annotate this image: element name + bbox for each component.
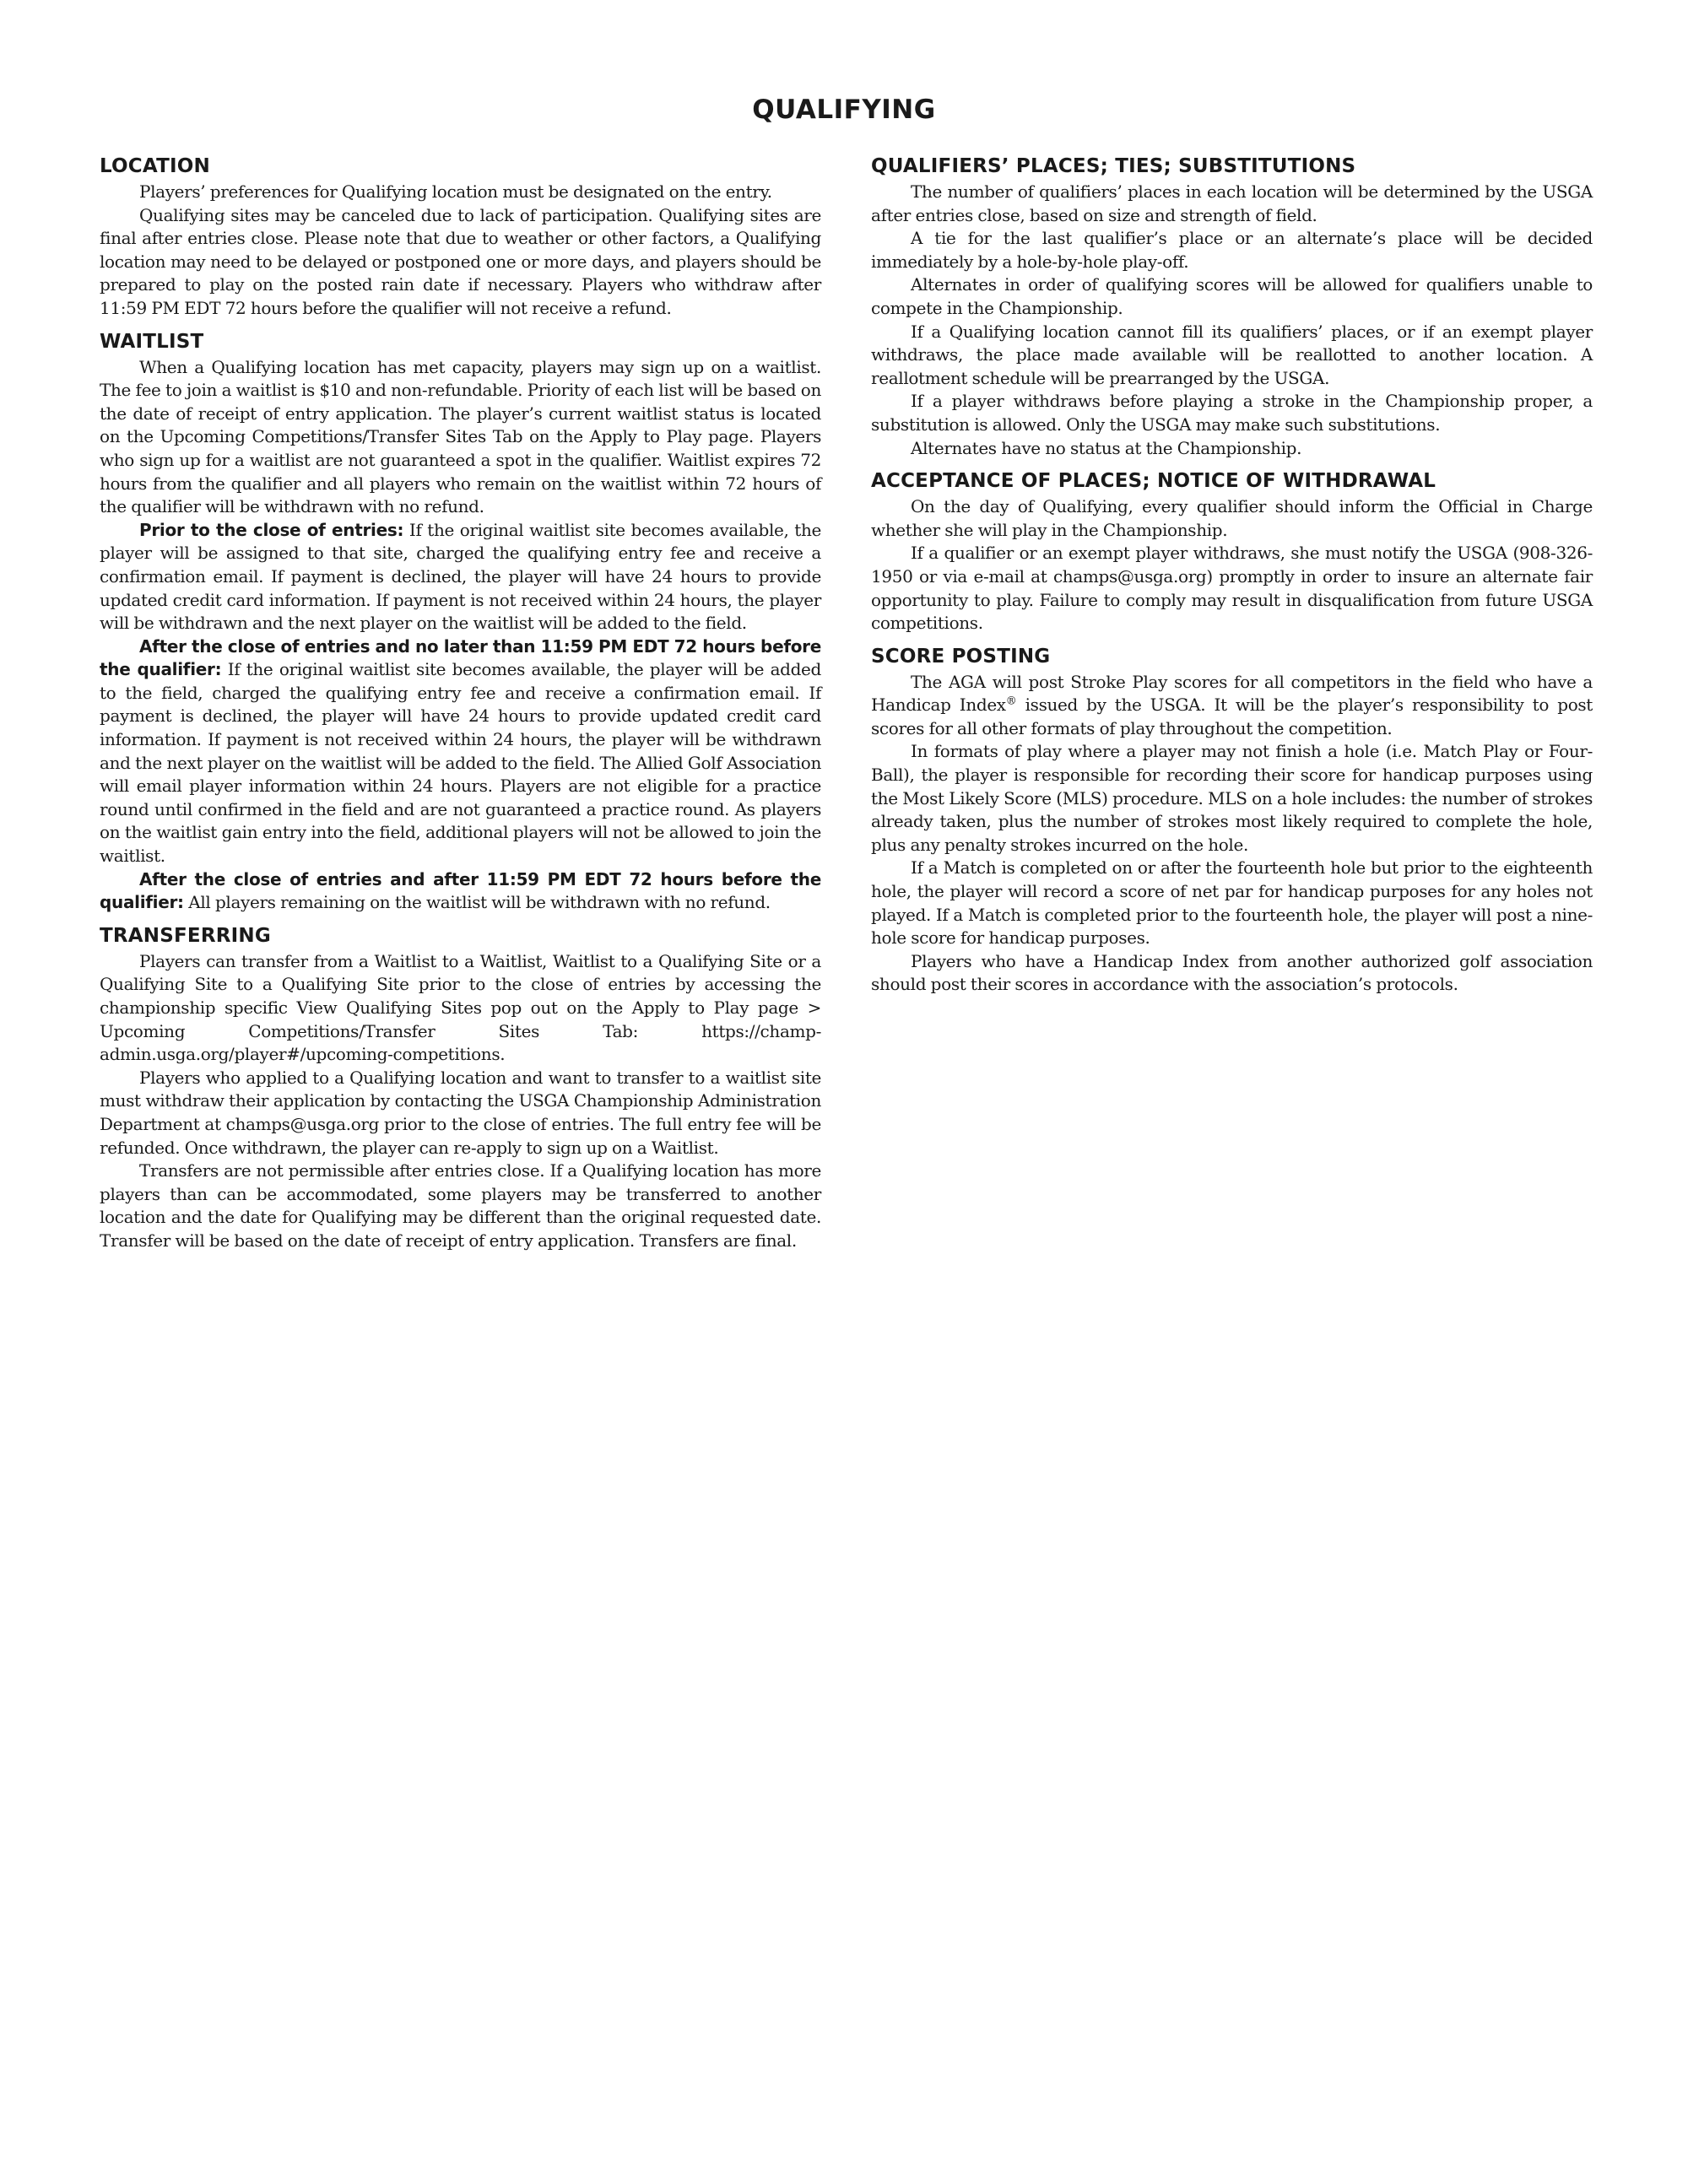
paragraph: If a player withdraws before playing a stroke in the Championship proper, a substitution is allowed. Only the USGA may make such substitutions. [871,391,1593,435]
paragraph: Players’ preferences for Qualifying location must be designated on the entry. [139,181,772,202]
paragraph: The AGA will post Stroke Play scores for all competitors in the field who have a Handicap Index® issued by the USGA. It will be the player’s responsibility to post scores for all other formats of play throughout the competition. [871,671,1593,738]
section-heading: TRANSFERRING [100,924,271,947]
paragraph: On the day of Qualifying, every qualifier should inform the Official in Charge whether she will play in the Championship. [871,496,1593,540]
paragraph: Players who have a Handicap Index from another authorized golf association should post their scores in accordance with the association’s protocols. [871,950,1593,995]
section-location [100,154,821,321]
section-qualifiers-places [871,154,1593,460]
paragraph: The number of qualifiers’ places in each location will be determined by the USGA after entries close, based on size and strength of field. [871,181,1593,225]
paragraph: Players can transfer from a Waitlist to a Waitlist, Waitlist to a Qualifying Site or a Qualifying Site to a Qualifying Site prior to the close of entries by accessing the championship specific View Qualifying Sites pop out on the Apply to Play page > Upcoming Competitions/Transfer Sites Tab: https://champ-admin.usga.org/player#/upcoming-competitions. [100,950,821,1065]
section-acceptance-of-places [871,468,1593,635]
section-heading: ACCEPTANCE OF PLACES; NOTICE OF WITHDRAWAL [871,470,1436,493]
paragraph-lead: After the close of entries and after 11:59 PM EDT 72 hours before the qualifier: [100,868,821,913]
paragraph: After the close of entries and after 11:59 PM EDT 72 hours before the qualifier: All players remaining on the waitlist will be withdrawn with no refund. [100,868,821,913]
registered-mark: ® [1005,695,1017,708]
section-transferring [100,923,821,1253]
section-heading: QUALIFIERS’ PLACES; TIES; SUBSTITUTIONS [871,155,1356,177]
paragraph: If a Qualifying location cannot fill its qualifiers’ places, or if an exempt player withdraws, the place made available will be reallotted to another location. A reallotment schedule will be prearranged by the USGA. [871,321,1593,388]
paragraph: Transfers are not permissible after entries close. If a Qualifying location has more players than can be accommodated, some players may be transferred to another location and the date for Qualifying may be different than the original requested date. Transfer will be based on the date of receipt of entry application. Transfers are final. [100,1160,821,1251]
paragraph: Prior to the close of entries: If the original waitlist site becomes available, the player will be assigned to that site, charged the qualifying entry fee and receive a confirmation email. If payment is declined, the player will have 24 hours to provide updated credit card information. If payment is not received within 24 hours, the player will be withdrawn and the next player on the waitlist will be added to the field. [100,519,821,634]
section-waitlist [100,329,821,915]
paragraph: If a Match is completed on or after the fourteenth hole but prior to the eighteenth hole, the player will record a score of net par for handicap purposes for any holes not played. If a Match is completed prior to the fourteenth hole, the player will post a nine-hole score for handicap purposes. [871,857,1593,949]
section-heading: WAITLIST [100,330,204,353]
paragraph: Qualifying sites may be canceled due to lack of participation. Qualifying sites are final after entries close. Please note that due to weather or other factors, a Qualifying location may need to be delayed or postponed one or more days, and players should be prepared to play on the posted rain date if necessary. Players who withdraw after 11:59 PM EDT 72 hours before the qualifier will not receive a refund. [100,204,821,318]
paragraph-lead: Prior to the close of entries: [139,519,404,540]
section-score-posting [871,644,1593,997]
paragraph: When a Qualifying location has met capacity, players may sign up on a waitlist. The fee to join a waitlist is $10 and non-refundable. Priority of each list will be based on the date of receipt of entry application. The player’s current waitlist status is located on the Upcoming Competitions/Transfer Sites Tab on the Apply to Play page. Players who sign up for a waitlist are not guaranteed a spot in the qualifier. Waitlist expires 72 hours from the qualifier and all players who remain on the waitlist within 72 hours of the qualifier will be withdrawn with no refund. [100,356,821,517]
section-heading: SCORE POSTING [871,645,1051,668]
section-heading: LOCATION [100,155,210,177]
left-column [100,154,821,1262]
paragraph: A tie for the last qualifier’s place or an alternate’s place will be decided immediately by a hole-by-hole play-off. [871,228,1593,272]
paragraph: After the close of entries and no later than 11:59 PM EDT 72 hours before the qualifier: If the original waitlist site becomes available, the player will be added to the field, charged the qualifying entry fee and receive a confirmation email. If payment is declined, the player will have 24 hours to provide updated credit card information. If payment is not received within 24 hours, the player will be withdrawn and the next player on the waitlist will be added to the field. The Allied Golf Association will email player information within 24 hours. Players are not eligible for a practice round until confirmed in the field and are not guaranteed a practice round. As players on the waitlist gain entry into the field, additional players will not be allowed to join the waitlist. [100,635,821,867]
paragraph: Alternates have no status at the Championship. [911,437,1302,458]
paragraph: In formats of play where a player may not finish a hole (i.e. Match Play or Four-Ball), the player is responsible for recording their score for handicap purposes using the Most Likely Score (MLS) procedure. MLS on a hole includes: the number of strokes already taken, plus the number of strokes most likely required to complete the hole, plus any penalty strokes incurred on the hole. [871,741,1593,855]
paragraph: Alternates in order of qualifying scores will be allowed for qualifiers unable to compete in the Championship. [871,274,1593,318]
page-title: QUALIFYING [752,95,936,125]
paragraph: Players who applied to a Qualifying location and want to transfer to a waitlist site must withdraw their application by contacting the USGA Championship Administration Department at champs@usga.org prior to the close of entries. The full entry fee will be refunded. Once withdrawn, the player can re-apply to sign up on a Waitlist. [100,1067,821,1158]
paragraph-lead: After the close of entries and no later than 11:59 PM EDT 72 hours before the qualifier: [100,635,821,680]
right-column [871,154,1593,1005]
paragraph: If a qualifier or an exempt player withdraws, she must notify the USGA (908-326-1950 or via e-mail at champs@usga.org) promptly in order to insure an alternate fair opportunity to play. Failure to comply may result in disqualification from future USGA competitions. [871,543,1593,634]
